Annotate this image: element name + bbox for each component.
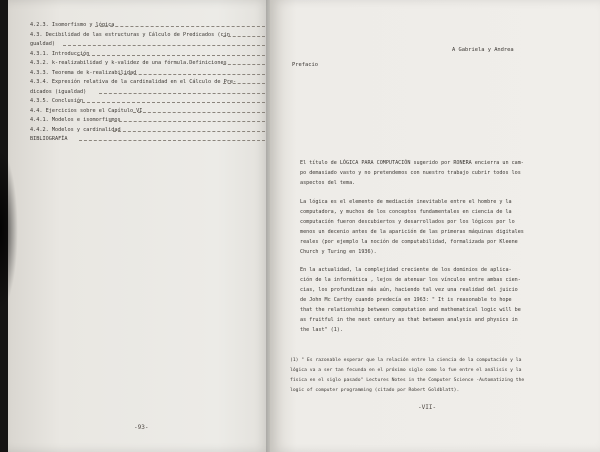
toc-entry <box>30 41 278 51</box>
text-line: La lógica es el elemento de mediación inevitable entre el hombre y la <box>300 199 512 205</box>
text-line: ción de la informática , lejos de atenuar los vínculos entre ambas cien- <box>300 277 521 283</box>
toc-entry-title: dicados (igualdad) <box>30 88 87 95</box>
text-line: aspectos del tema. <box>300 180 356 186</box>
text-line: reales (por ejemplo la noción de computabilidad, formalizada por Kleene <box>300 239 518 245</box>
toc-entry-title: 4.3.4. Expresión relativa de la cardinalidad en el Cálculo de Pre- <box>30 79 237 85</box>
text-line: menos un decenio antes de la aparición de las primeras máquinas digitales <box>300 229 524 235</box>
toc-leader <box>77 55 265 56</box>
toc-entry <box>30 32 278 42</box>
toc-leader <box>77 102 265 103</box>
text-line: lógica va a ser tan fecunda en el próximo siglo como lo fue entre el análisis y la <box>290 368 522 373</box>
left-page <box>8 0 270 452</box>
text-line: po demasiado vasto y no pretendemos con nuestro trabajo cubrir todos los <box>300 170 521 176</box>
paragraph-3 <box>300 265 521 335</box>
text-line: computación fueron descubiertos y desarrollados por los lógicos por lo <box>300 219 515 225</box>
toc-leader <box>63 45 265 46</box>
toc-leader <box>109 121 265 122</box>
footnote <box>290 356 524 396</box>
toc-leader <box>119 74 265 75</box>
toc-entry-title: 4.4.2. Modelos y cardinalidad <box>30 126 121 133</box>
toc-entry-title: 4.4.1. Modelos e isomorfismos <box>30 117 121 123</box>
toc-entry <box>30 108 278 118</box>
toc-entry <box>30 117 278 127</box>
table-of-contents <box>30 22 278 146</box>
text-line: física en el siglo pasado" Lectures Notes in the Computer Science -Automatizing the <box>290 378 525 383</box>
toc-leader <box>133 112 265 113</box>
toc-entry <box>30 51 278 61</box>
toc-leader <box>223 83 265 84</box>
finger-shadow <box>0 150 18 310</box>
text-line: Church y Turing en 1936). <box>300 249 377 255</box>
toc-entry <box>30 79 278 89</box>
left-page-number: -93- <box>134 424 149 431</box>
preface-title: Prefacio <box>292 62 318 68</box>
right-page-number: -VII- <box>418 404 437 411</box>
toc-entry <box>30 70 278 80</box>
text-line: as fruitful in the next century as that between analysis and physics in <box>300 317 518 323</box>
paragraph-1 <box>300 158 524 188</box>
text-line: cias, los profundizan más aún, haciendo tal vez una realidad del juicio <box>300 287 518 293</box>
toc-entry-title: 4.4. Ejercicios sobre el Capítulo VI <box>30 107 143 114</box>
toc-leader <box>223 36 265 37</box>
toc-entry-title: 4.3.3. Teorema de k-realizabilidad <box>30 69 137 76</box>
text-line: computadora, y muchos de los conceptos fundamentales en ciencia de la <box>300 209 512 215</box>
text-line: de John Mc Carthy cuando predecía en 1963: " It is reasonable to hope <box>300 297 512 303</box>
toc-entry-title: 4.3.2. k-realizabilidad y k-validez de una fórmula.Definiciones <box>30 60 227 66</box>
dedication: A Gabriela y Andrea <box>452 47 514 53</box>
text-line: that the relationship between computation and mathematical logic will be <box>300 307 521 313</box>
toc-entry-title: 4.3. Decibilidad de las estructuras y Cálculo de Predicados (cin <box>30 31 230 38</box>
toc-entry-title: BIBLIOGRAFÍA <box>30 136 68 142</box>
toc-entry-title: 4.2.3. Isomorfismo y lógica <box>30 22 115 28</box>
text-line: logic of computer programming (citado por Robert Goldblatt). <box>290 388 460 393</box>
toc-entry-title: 4.3.5. Conclusión <box>30 98 84 104</box>
toc-leader <box>223 64 265 65</box>
toc-entry <box>30 98 278 108</box>
text-line: El título de LÓGICA PARA COMPUTACIÓN sugerido por RONERA encierra un cam- <box>300 160 524 166</box>
toc-entry <box>30 89 278 99</box>
toc-entry <box>30 22 278 32</box>
toc-leader <box>95 26 265 27</box>
text-line: En la actualidad, la complejidad creciente de los dominios de aplica- <box>300 267 512 273</box>
toc-leader <box>113 131 265 132</box>
toc-leader <box>79 140 265 141</box>
toc-entry-title: gualdad) <box>30 41 55 47</box>
toc-entry <box>30 60 278 70</box>
toc-entry-title: 4.3.1. Introducción <box>30 50 90 57</box>
text-line: (1) " Es razonable esperar que la relación entre la ciencia de la computación y la <box>290 358 522 363</box>
toc-entry <box>30 127 278 137</box>
toc-leader <box>99 93 265 94</box>
toc-entry <box>30 136 278 146</box>
paragraph-2 <box>300 197 524 257</box>
text-line: the last" (1). <box>300 327 343 333</box>
